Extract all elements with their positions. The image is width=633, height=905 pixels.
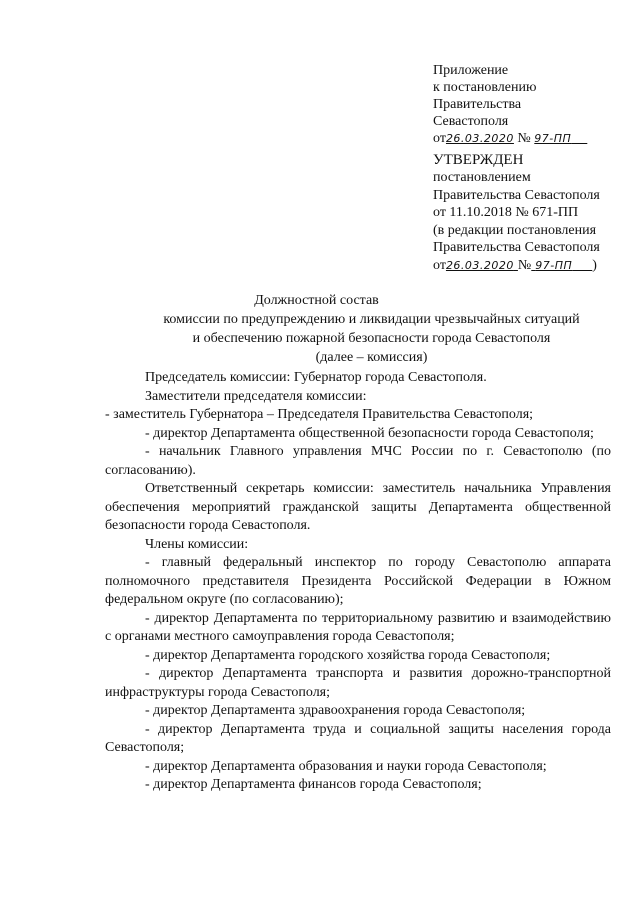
appendix-line: к постановлению	[433, 80, 537, 95]
deputy-item: - заместитель Губернатора – Председателя Правительства Севастополя;	[105, 407, 534, 422]
handwritten-number: 97-ПП	[534, 132, 572, 145]
close-paren: )	[592, 257, 597, 273]
approved-line: (в редакции постановления	[433, 222, 597, 238]
approved-line: от 11.10.2018 № 671-ПП	[433, 205, 579, 220]
member-item: - директор Департамента здравоохранения города Севастополя;	[145, 703, 526, 718]
composition-body	[105, 369, 611, 795]
member-item: - директор Департамента финансов города Севастополя;	[145, 777, 482, 792]
member-item: - директор Департамента образования и науки города Севастополя;	[145, 758, 547, 774]
handwritten-date: 26.03.2020	[445, 258, 514, 272]
from-prefix: от	[433, 257, 446, 273]
number-label: №	[517, 257, 532, 273]
approved-heading: УТВЕРЖДЕН	[433, 152, 524, 168]
deputy-item: - директор Департамента общественной безопасности города Севастополя;	[145, 425, 594, 441]
title-line: (далее – комиссия)	[315, 350, 428, 365]
approved-line: Правительства Севастополя	[433, 187, 600, 203]
title-line: Должностной состав	[254, 293, 379, 308]
title-line: и обеспечению пожарной безопасности города Севастополя	[192, 331, 551, 346]
from-prefix: от	[433, 131, 446, 146]
approved-block	[433, 151, 600, 274]
appendix-line: Севастополя	[433, 114, 509, 129]
approved-line: постановлением	[433, 170, 531, 185]
approved-date-line	[433, 257, 600, 275]
member-item: - главный федеральный инспектор по городу Севастополю аппарата полномочного представителя Президента Российской Федерации в Южном федеральном округе (по согласованию);	[105, 555, 611, 607]
document-title	[0, 291, 633, 367]
member-item: - директор Департамента по территориальному развитию и взаимодействию с органами местного самоуправления города Севастополя;	[105, 610, 611, 644]
title-line: комиссии по предупреждению и ликвидации чрезвычайных ситуаций	[163, 312, 580, 327]
handwritten-number: 97-ПП	[535, 258, 573, 272]
member-item: - директор Департамента труда и социальной защиты населения города Севастополя;	[105, 721, 611, 755]
appendix-line: Правительства	[433, 97, 522, 112]
chairman-line: Председатель комиссии: Губернатор города Севастополя.	[145, 370, 487, 385]
members-heading: Члены комиссии:	[145, 536, 249, 552]
number-label: №	[517, 131, 531, 146]
member-item: - директор Департамента городского хозяйства города Севастополя;	[145, 647, 551, 663]
deputy-item: - начальник Главного управления МЧС России по г. Севастополю (по согласованию).	[105, 444, 611, 478]
appendix-date-line	[433, 130, 587, 147]
appendix-line: Приложение	[433, 63, 509, 78]
secretary-line: Ответственный секретарь комиссии: заместитель начальника Управления обеспечения мероприятий гражданской защиты Департамента общественной безопасности города Севастополя.	[105, 481, 611, 533]
deputies-heading: Заместители председателя комиссии:	[145, 388, 367, 404]
member-item: - директор Департамента транспорта и развития дорожно-транспортной инфраструктуры города Севастополя;	[105, 666, 611, 700]
handwritten-date: 26.03.2020	[445, 132, 514, 145]
appendix-block	[433, 62, 587, 147]
approved-line: Правительства Севастополя	[433, 240, 600, 255]
